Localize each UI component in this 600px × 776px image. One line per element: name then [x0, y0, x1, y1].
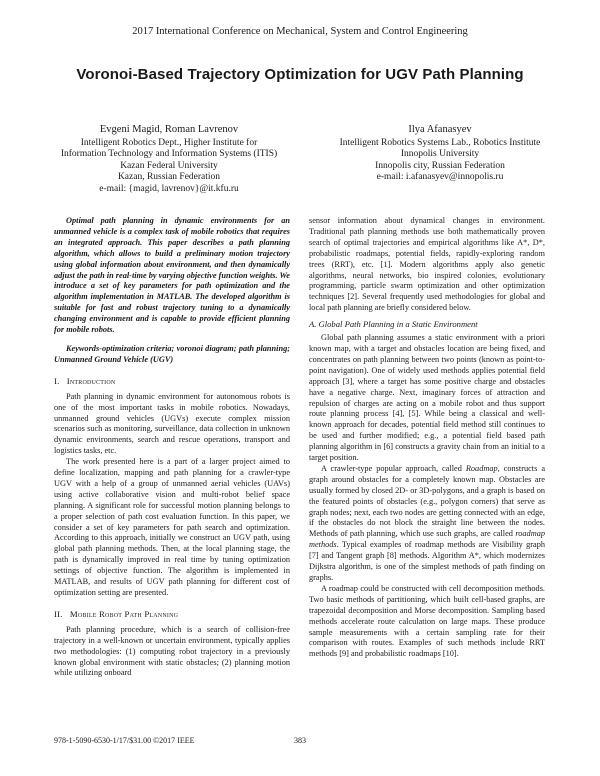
author-block-left — [40, 124, 298, 196]
page-number: 383 — [294, 736, 306, 745]
affiliation-line: Kazan Federal University — [120, 160, 218, 171]
section-number: I. — [54, 375, 60, 386]
subsection-heading: A. Global Path Planning in a Static Environment — [309, 319, 478, 330]
abstract: Optimal path planning in dynamic environments for an unmanned vehicle is a complex task of mobile robotics that requires an integrated approach. This paper describes a path planning algorithm, which allows to build a preliminary motion trajectory using global information about environment, and then dynamically adjust the path in real-time by varying objective function weights. We introduce a set of key parameters for path optimization and the algorithm implementation in MATLAB. The developed algorithm is suitable for fast and robust trajectory tuning to a dynamically changing environment and is capable to provide efficient planning for mobile robots. — [54, 216, 290, 335]
section-heading-introduction — [54, 376, 290, 387]
author-block-right — [320, 124, 560, 184]
emphasis: Roadmap — [465, 463, 498, 473]
keywords: Keywords-optimization criteria; voronoi diagram; path planning; Unmanned Ground Vehicle (UGV) — [54, 343, 290, 364]
affiliation-line: Innopolis city, Russian Federation — [375, 160, 505, 171]
left-column — [54, 216, 290, 679]
paragraph: Path planning procedure, which is a search of collision-free trajectory in a well-known or uncertain environment, typically applies two methodologies: (1) computing robot trajectory in a previously known global environment with static obstacles; (2) planning motion while utilizing onboard — [54, 624, 290, 678]
affiliation-line: Kazan, Russian Federation — [117, 172, 221, 183]
author-email: e-mail: {magid, lavrenov}@it.kfu.ru — [99, 183, 239, 194]
section-heading-path-planning — [54, 609, 290, 620]
author-names: Evgeni Magid, Roman Lavrenov — [99, 124, 239, 135]
section-number: II. — [54, 608, 63, 619]
affiliation-line: Intelligent Robotics Systems Lab., Robotics Institute — [339, 137, 541, 148]
author-names: Ilya Afanasyev — [408, 124, 472, 135]
paragraph: A roadmap could be constructed with cell decomposition methods. Two basic methods of partitioning, which built cell-based graphs, are trapezoidal decomposition and Morse decomposition. Sampling based methods accelerate route calculation on large maps. These produce sample measurements with a certain sampling rate for their comparison with routes. Examples of such methods include RRT methods [9] and probabilistic roadmaps [10]. — [309, 583, 545, 659]
paper-title: Voronoi-Based Trajectory Optimization for UGV Path Planning — [76, 66, 524, 83]
affiliation-line: Information Technology and Information Systems (ITIS) — [60, 149, 278, 160]
paragraph: Global path planning assumes a static environment with a priori known map, with a target and obstacles location are being fixed, and concentrates on path planning between two points (known as point-to-point navigation). One of widely used methods applies potential field approach [3], where a target has some positive charge and obstacles have a negative charge. Next, imaginary forces of attraction and repulsion of charges are acting on a mobile robot and thus support route planning process [4], [5]. While being a classical and well-known approach for decades, potential field method still continues to be used and further modified; e.g., a potential field based path planning algorithm in [6] constructs a gravity chain from an initial to a target position. — [309, 333, 545, 463]
paragraph — [309, 464, 545, 584]
emphasis: roadmap methods — [309, 529, 545, 550]
author-email: e-mail: i.afanasyev@innopolis.ru — [376, 172, 504, 183]
text-run: , constructs a graph around obstacles for a completely known map. Obstacles are usually formed by closed 2D- or 3D-polygons, and a graph is based on the featured points of obstacles (e.g., polygon corners) that serve as graph nodes; next, each two nodes are getting connected with an edge, if the obstacles do not block the straight line between the nodes. Methods of path planning, which use such graphs, are called — [309, 463, 545, 539]
paragraph: The work presented here is a part of a larger project aimed to define localization, mapping and path planning for a crawler-type UGV with a help of a group of unmanned aerial vehicles (UAVs) using active collaborative vision and multi-robot belief space planning. A significant role for successful motion planning belongs to a proper selection of path cost evaluation function. In this paper, we consider a set of key parameters for path search and optimization. According to this approach, initially we construct an UGV path, using global path planning methods. Then, at the local planning stage, the path is dynamically improved in real time by tuning optimization settings of objective function. The algorithm is implemented in MATLAB, and results of UGV path planning for different cost of optimization setting are presented. — [54, 457, 290, 597]
section-title: Introduction — [66, 375, 116, 386]
text-run: . Typical examples of roadmap methods are Visibility graph [7] and Tangent graph [8] methods. Algorithm A*, which modernizes Dijkstra algorithm, is one of the simplest methods of path finding on graphs. — [309, 540, 545, 582]
affiliation-line: Innopolis University — [400, 149, 480, 160]
right-column — [309, 216, 545, 660]
text-run: A crawler-type popular approach, called — [321, 463, 462, 473]
paragraph: sensor information about dynamical changes in environment. Traditional path planning methods use both mathematically proven search of optimal trajectories and empirical algorithms like A*, D*, probabilistic roadmaps, potential fields, rapidly-exploring random trees (RRT), etc. [1]. Modern algorithms apply also genetic algorithms, neural networks, bio inspired colonies, evolutionary programming, particle swarm optimization and other optimization techniques [2]. Several frequently used methodologies for global and local path planning are briefly considered below. — [309, 216, 545, 313]
footer-isbn: 978-1-5090-6530-1/17/$31.00 ©2017 IEEE — [54, 736, 195, 745]
conference-header: 2017 International Conference on Mechanical, System and Control Engineering — [132, 26, 468, 37]
affiliation-line: Intelligent Robotics Dept., Higher Institute for — [80, 137, 258, 148]
section-title: Mobile Robot Path Planning — [69, 608, 179, 619]
paragraph: Path planning in dynamic environment for autonomous robots is one of the most important tasks in mobile robotics. Nowadays, unmanned ground vehicles (UGVs) execute complex mission scenarios such as monitoring, surveillance, data collection in unknown dynamic environments, search and rescue operations, transport and logistics tasks, etc. — [54, 391, 290, 456]
